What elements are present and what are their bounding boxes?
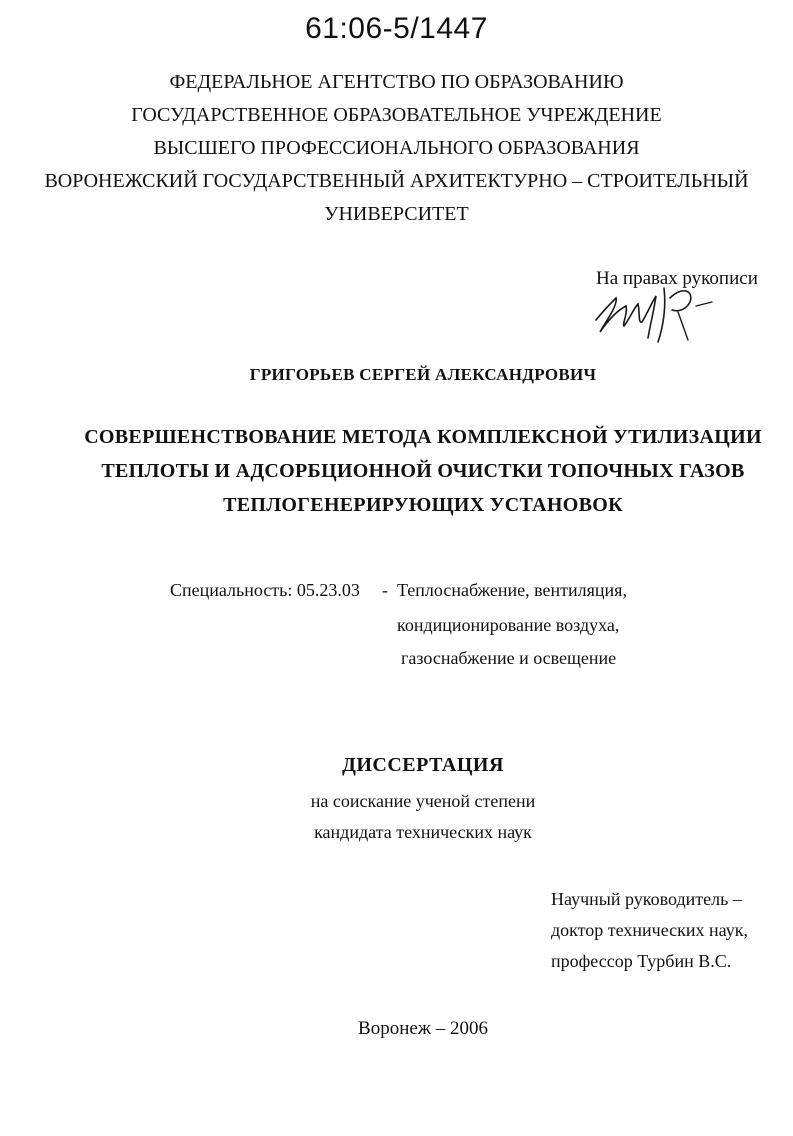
dissertation-heading: ДИССЕРТАЦИЯ xyxy=(342,754,504,776)
archive-stamp: 61:06-5/1447 xyxy=(305,12,488,45)
advisor-line-1: Научный руководитель – xyxy=(551,889,742,909)
org-line-2: ГОСУДАРСТВЕННОЕ ОБРАЗОВАТЕЛЬНОЕ УЧРЕЖДЕНИЕ xyxy=(131,104,662,126)
city-year: Воронеж – 2006 xyxy=(358,1018,488,1039)
handwritten-signature xyxy=(594,280,724,350)
specialty-dash: - xyxy=(382,580,388,600)
specialty-line-1: Теплоснабжение, вентиляция, xyxy=(397,580,627,600)
org-line-1: ФЕДЕРАЛЬНОЕ АГЕНТСТВО ПО ОБРАЗОВАНИЮ xyxy=(169,71,624,93)
dissertation-line-2: кандидата технических наук xyxy=(314,822,532,842)
title-line-1: СОВЕРШЕНСТВОВАНИЕ МЕТОДА КОМПЛЕКСНОЙ УТИЛИЗАЦИИ xyxy=(84,426,762,448)
specialty-line-3: газоснабжение и освещение xyxy=(401,648,617,668)
specialty-line-2: кондиционирование воздуха, xyxy=(397,615,620,635)
advisor-line-3: профессор Турбин В.С. xyxy=(551,951,732,971)
manuscript-note: На правах рукописи xyxy=(596,268,758,289)
specialty-label: Специальность: 05.23.03 xyxy=(170,580,360,600)
org-line-4: ВОРОНЕЖСКИЙ ГОСУДАРСТВЕННЫЙ АРХИТЕКТУРНО – СТРОИТЕЛЬНЫЙ xyxy=(44,170,749,192)
org-line-3: ВЫСШЕГО ПРОФЕССИОНАЛЬНОГО ОБРАЗОВАНИЯ xyxy=(153,137,640,159)
advisor-line-2: доктор технических наук, xyxy=(551,920,748,940)
org-line-5: УНИВЕРСИТЕТ xyxy=(324,203,469,225)
title-line-2: ТЕПЛОТЫ И АДСОРБЦИОННОЙ ОЧИСТКИ ТОПОЧНЫХ ГАЗОВ xyxy=(101,460,745,482)
title-line-3: ТЕПЛОГЕНЕРИРУЮЩИХ УСТАНОВОК xyxy=(223,494,623,516)
dissertation-line-1: на соискание ученой степени xyxy=(310,791,536,811)
author-name: ГРИГОРЬЕВ СЕРГЕЙ АЛЕКСАНДРОВИЧ xyxy=(249,365,597,384)
